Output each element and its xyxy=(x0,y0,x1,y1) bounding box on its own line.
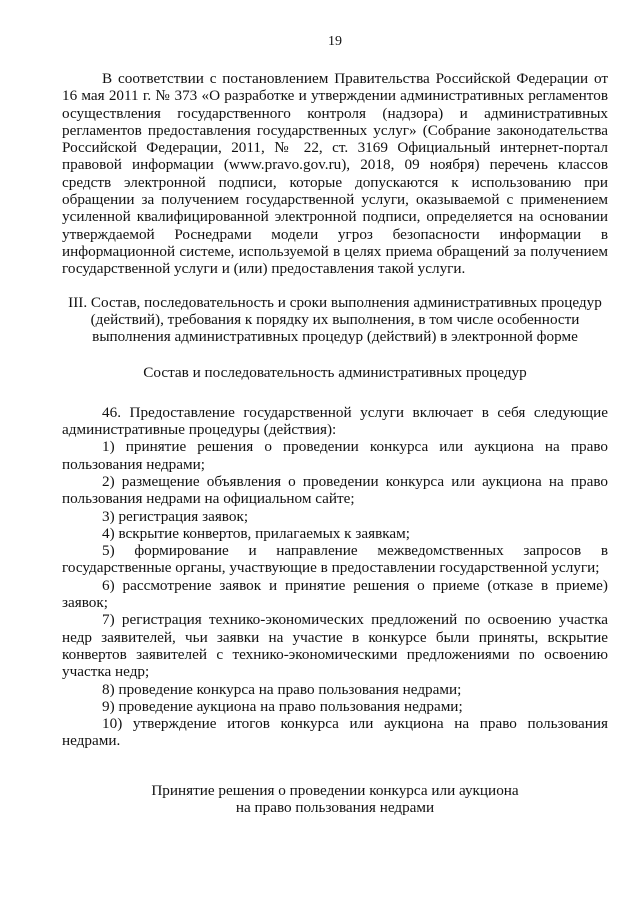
procedure-item: 5) формирование и направление межведомственных запросов в государственные органы, участвующие в предоставлении государственной услуги; xyxy=(62,542,608,577)
procedure-item: 2) размещение объявления о проведении конкурса или аукциона на право пользования недрами на официальном сайте; xyxy=(62,472,608,508)
subheading: Состав и последовательность административных процедур xyxy=(143,364,527,382)
final-heading-line-1: Принятие решения о проведении конкурса или аукциона xyxy=(151,781,519,799)
procedure-item: 4) вскрытие конвертов, прилагаемых к заявкам; xyxy=(102,524,410,542)
procedure-item: 3) регистрация заявок; xyxy=(102,507,249,525)
final-heading xyxy=(62,782,608,817)
section-heading xyxy=(62,294,608,346)
procedure-item: 9) проведение аукциона на право пользования недрами; xyxy=(102,697,463,715)
section-heading-line-1: III. Состав, последовательность и сроки выполнения административных процедур xyxy=(68,293,602,311)
section-heading-line-2: (действий), требования к порядку их выполнения, в том числе особенности xyxy=(90,310,580,328)
page-number: 19 xyxy=(328,34,342,49)
procedure-item: 6) рассмотрение заявок и принятие решения о приеме (отказе в приеме) заявок; xyxy=(62,576,608,612)
item-46-paragraph: 46. Предоставление государственной услуги включает в себя следующие административные процедуры (действия): xyxy=(62,403,608,439)
final-heading-line-2: на право пользования недрами xyxy=(235,798,435,816)
intro-paragraph: В соответствии с постановлением Правительства Российской Федерации от 16 мая 2011 г. № 373 «О разработке и утверждении административных регламентов осуществления государственного контроля (надзора) и административных регламентов предоставления государственных услуг» (Собрание законодательства Российской Федерации, 2011, № 22, ст. 3169 Официальный интернет-портал правовой информации (www.pravo.gov.ru), 2018, 09 ноября) перечень классов средств электронной подписи, которые допускаются к использованию при обращении за получением государственной услуги, оказываемой с применением усиленной квалифицированной электронной подписи, определяется на основании утверждаемой Роснедрами модели угроз безопасности информации в информационной системе, используемой в целях приема обращений за получением государственной услуги и (или) предоставления такой услуги. xyxy=(62,70,608,278)
procedure-item: 10) утверждение итогов конкурса или аукциона на право пользования недрами. xyxy=(62,715,608,750)
procedure-item: 7) регистрация технико-экономических предложений по освоению участка недр заявителей, чьи заявки на участие в конкурсе были приняты, вскрытие конвертов заявителей с технико-экономическими предложениями по освоению участка недр; xyxy=(62,611,608,681)
procedure-item: 1) принятие решения о проведении конкурса или аукциона на право пользования недрами; xyxy=(62,438,608,473)
section-heading-line-3: выполнения административных процедур (действий) в электронной форме xyxy=(92,328,578,346)
procedure-item: 8) проведение конкурса на право пользования недрами; xyxy=(102,680,462,698)
